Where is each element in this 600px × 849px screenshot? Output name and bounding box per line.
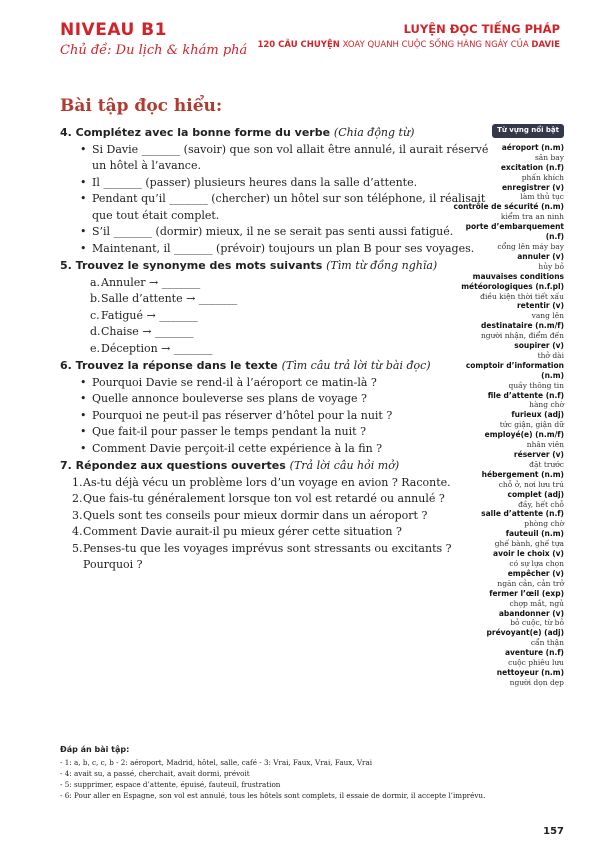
vocabulary-badge: Từ vựng nổi bật [492,124,564,138]
vocab-term: furieux (adj) [511,410,564,420]
header-right [257,22,560,50]
subtitle-pre: 120 CÂU CHUYỆN [257,40,340,50]
list-item [72,491,490,508]
list-item: • Il _______ (passer) plusieurs heures dans la salle d’attente. [80,175,490,192]
item-marker: e. [90,341,101,355]
list-item [72,524,490,541]
list-item [90,324,490,341]
exercise-6-title [60,358,490,375]
vocab-term: abandonner (v) [498,608,564,618]
vocab-meaning: cẩn thận [530,638,564,648]
vocab-entry [452,143,564,163]
vocab-meaning: làm thủ tục [520,192,564,202]
vocab-term: fermer l’œil (exp) [489,588,564,598]
item-text: Fatigué → _______ [101,308,198,322]
vocab-meaning: cổng lên máy bay [497,241,564,251]
subtitle-mid: XOAY QUANH CUỘC SỐNG HÀNG NGÀY CỦA [339,40,532,50]
item-marker: d. [90,325,101,338]
page-number: 157 [543,826,564,837]
item-text: Chaise → _______ [101,325,194,338]
exercise-5-hint: (Tìm từ đồng nghĩa) [326,259,438,272]
vocab-meaning: người dọn dẹp [509,677,564,687]
vocab-meaning: có sự lựa chọn [509,558,564,568]
item-marker: 2. [72,492,83,505]
vocab-term: annuler (v) [517,251,564,261]
vocab-entry [452,648,564,668]
answer-line: - 6: Pour aller en Espagne, son vol est annulé, tous les hôtels sont complets, il essaie de dormir, il accepte l’imprévu. [60,791,486,800]
vocab-term: employé(e) (n.m/f) [484,430,564,440]
exercise-5 [60,258,490,357]
exercises [60,124,490,575]
answer-line: - 5: supprimer, espace d’attente, épuisé, fauteuil, frustration [60,780,281,789]
vocab-meaning: sân bay [534,152,564,162]
list-item [90,275,490,292]
vocab-meaning: quầy thông tin [508,380,564,390]
vocab-term: hébergement (n.m) [481,469,564,479]
vocab-meaning: điều kiện thời tiết xấu [480,291,564,301]
vocab-meaning: người nhận, điểm đến [480,331,564,341]
vocab-entry [452,450,564,470]
item-marker: 4. [72,525,83,538]
list-item [90,308,490,325]
vocab-term: enregistrer (v) [501,182,564,192]
vocab-term: avoir le choix (v) [493,549,564,559]
exercise-7 [60,458,490,574]
exercise-7-title-text: 7. Répondez aux questions ouvertes [60,459,290,472]
vocab-term: comptoir d’information (n.m) [465,360,564,380]
vocab-meaning: nhân viên [526,440,564,450]
vocab-entry [452,163,564,183]
vocab-entry [452,361,564,391]
exercise-4-title-text: 4. Complétez avec la bonne forme du verbe [60,126,334,139]
vocab-term: nettoyeur (n.m) [496,667,564,677]
vocab-meaning: kiểm tra an ninh [500,212,564,222]
list-item: • Comment Davie perçoit-il cette expérience à la fin ? [80,441,490,458]
answer-line: - 1: a, b, c, c, b - 2: aéroport, Madrid, hôtel, salle, café - 3: Vrai, Faux, Vrai, Faux, Vrai [60,758,373,767]
vocab-meaning: ngăn cản, cản trở [497,578,564,588]
exercise-5-title-text: 5. Trouvez le synonyme des mots suivants [60,259,327,272]
item-marker: c. [90,308,100,322]
vocab-entry [452,668,564,688]
list-item: • Que fait-il pour passer le temps pendant la nuit ? [80,424,490,441]
vocab-entry [452,341,564,361]
exercise-5-title [60,258,490,275]
vocab-entry [452,391,564,411]
vocab-entry [452,252,564,272]
item-text: Déception → _______ [101,341,213,355]
item-text: Annuler → _______ [101,275,201,289]
item-marker: b. [90,292,101,305]
vocab-meaning: phòng chờ [524,519,564,529]
vocab-term: destinataire (n.m/f) [481,321,564,331]
vocab-entry [452,628,564,648]
vocab-term: retentir (v) [516,301,564,311]
vocab-meaning: phấn khích [521,172,564,182]
list-item [72,541,490,574]
vocab-term: aéroport (n.m) [501,142,564,152]
vocab-entry [452,509,564,529]
vocab-meaning: cuộc phiêu lưu [508,658,564,668]
list-item [72,475,490,492]
exercise-7-title [60,458,490,475]
answer-line: - 4: avait su, a passé, cherchait, avait dormi, prévoit [60,769,250,778]
vocab-entry [452,609,564,629]
page-title: Bài tập đọc hiểu: [60,96,223,116]
list-item [72,508,490,525]
vocab-entry [452,490,564,510]
list-item [90,341,490,358]
list-item: • Pendant qu’il _______ (chercher) un hôtel sur son téléphone, il réalisait que tout était complet. [80,191,490,224]
vocab-meaning: đầy, hết chỗ [518,499,564,509]
vocab-term: file d’attente (n.f) [487,390,564,400]
exercise-4-hint: (Chia động từ) [333,126,415,139]
theme-label: Chủ đề: Du lịch & khám phá [60,43,248,58]
vocab-meaning: đặt trước [529,459,564,469]
vocab-term: porte d’embarquement (n.f) [465,222,564,242]
answer-key-title: Đáp án bài tập: [60,745,130,754]
exercise-4 [60,125,490,257]
list-item [90,291,490,308]
item-marker: 1. [72,475,83,489]
vocab-entry [452,470,564,490]
vocab-entry [452,410,564,430]
item-marker: a. [90,275,101,289]
list-item: • Pourquoi ne peut-il pas réserver d’hôtel pour la nuit ? [80,408,490,425]
item-marker: 3. [72,508,83,522]
item-text: Que fais-tu généralement lorsque ton vol est retardé ou annulé ? [83,492,445,505]
vocab-meaning: chợp mắt, ngủ [509,598,564,608]
exercise-6-title-text: 6. Trouvez la réponse dans le texte [60,359,282,372]
vocab-meaning: vang lên [531,311,564,321]
exercise-7-hint: (Trả lời câu hỏi mở) [289,459,400,472]
vocab-meaning: thở dài [537,350,564,360]
list-item: • Maintenant, il _______ (prévoir) toujours un plan B pour ses voyages. [80,241,490,258]
exercise-6-hint: (Tìm câu trả lời từ bài đọc) [281,359,431,372]
vocab-meaning: chỗ ở, nơi lưu trú [498,479,564,489]
vocab-meaning: hủy bỏ [538,261,564,271]
vocab-entry [452,529,564,549]
list-item: • S’il _______ (dormir) mieux, il ne se serait pas senti aussi fatigué. [80,224,490,241]
vocab-entry [452,430,564,450]
vocab-meaning: bỏ cuộc, từ bỏ [510,618,564,628]
vocab-term: contrôle de sécurité (n.m) [453,202,564,212]
item-marker: 5. [72,541,83,555]
vocab-term: réserver (v) [513,450,564,459]
vocab-entry [452,301,564,321]
item-text: As-tu déjà vécu un problème lors d’un voyage en avion ? Raconte. [83,475,451,489]
exercise-6 [60,358,490,457]
item-text: Comment Davie aurait-il pu mieux gérer cette situation ? [83,525,402,538]
vocab-entry [452,549,564,569]
vocab-term: fauteuil (n.m) [505,529,564,539]
vocab-term: empêcher (v) [507,568,564,578]
vocab-meaning: ghế bành, ghế tựa [494,539,564,549]
vocab-entry [452,222,564,252]
item-text: Quels sont tes conseils pour mieux dormir dans un aéroport ? [83,508,428,522]
answer-key [60,744,560,801]
list-item: • Pourquoi Davie se rend-il à l’aéroport ce matin-là ? [80,375,490,392]
item-text: Penses-tu que les voyages imprévus sont stressants ou excitants ? Pourquoi ? [83,541,452,571]
exercise-4-title [60,125,490,142]
vocab-entry [452,321,564,341]
series-title: LUYỆN ĐỌC TIẾNG PHÁP [403,22,560,36]
vocab-entry [452,272,564,302]
vocab-term: mauvaises conditions météorologiques (n.f.pl) [461,271,564,291]
level-label: NIVEAU B1 [60,20,167,40]
vocab-term: prévoyant(e) (adj) [486,628,564,638]
vocabulary-sidebar [452,124,564,688]
list-item: • Si Davie _______ (savoir) que son vol allait être annulé, il aurait réservé un hôtel à l’avance. [80,142,490,175]
vocab-meaning: tức giận, giận dữ [499,420,564,430]
vocab-term: soupirer (v) [514,341,564,351]
vocab-meaning: hàng chờ [529,400,564,410]
vocab-entry [452,589,564,609]
series-subtitle [257,40,560,50]
item-text: Salle d’attente → _______ [101,292,238,305]
vocab-entry [452,183,564,203]
vocab-entry [452,202,564,222]
vocab-term: excitation (n.f) [500,162,564,172]
vocab-term: aventure (n.f) [504,648,564,658]
vocab-term: salle d’attente (n.f) [481,509,564,519]
header-left [60,20,247,58]
vocab-term: complet (adj) [507,489,564,499]
subtitle-name: DAVIE [531,40,560,50]
vocab-entry [452,569,564,589]
list-item: • Quelle annonce bouleverse ses plans de voyage ? [80,391,490,408]
